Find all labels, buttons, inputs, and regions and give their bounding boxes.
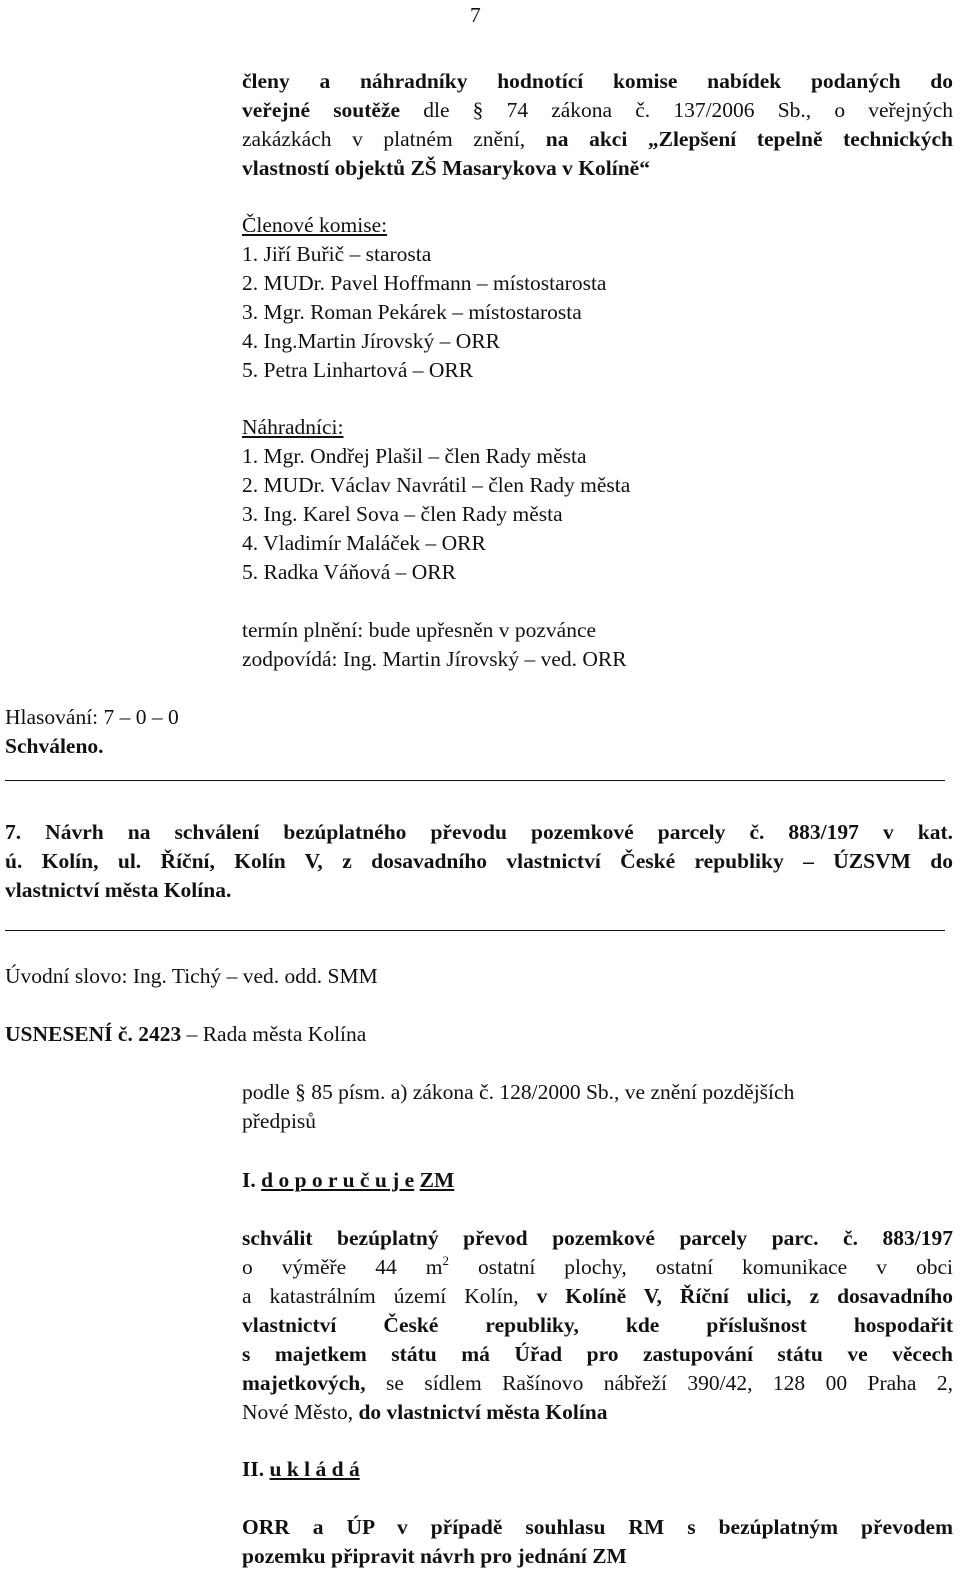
section-1-heading: I. d o p o r u č u j e ZM — [242, 1168, 455, 1192]
legal-basis — [242, 1078, 794, 1136]
substitutes-list — [242, 413, 630, 587]
divider-line — [5, 930, 945, 931]
intro-line-1: členy a náhradníky hodnotící komise nabídek podaných do — [242, 69, 953, 93]
section-2-heading: II. u k l á d á — [242, 1457, 360, 1481]
transfer-line-5: s majetkem státu má Úřad pro zastupování státu ve věcech — [242, 1342, 953, 1366]
resolution-header: USNESENÍ č. 2423 – Rada města Kolína — [5, 1022, 367, 1046]
task-line-2: pozemku připravit návrh pro jednání ZM — [242, 1544, 627, 1568]
substitute-item: 2. MUDr. Václav Navrátil – člen Rady města — [242, 473, 631, 497]
section-sign: § — [295, 1080, 306, 1104]
item-7-line-1: 7. Návrh na schválení bezúplatného převodu pozemkové parcely č. 883/197 v kat. — [5, 820, 953, 844]
transfer-line-1: schválit bezúplatný převod pozemkové parcely parc. č. 883/197 — [242, 1226, 953, 1250]
legal-line-2: předpisů — [242, 1109, 317, 1133]
task-line-1: ORR a ÚP v případě souhlasu RM s bezúplatným převodem — [242, 1515, 953, 1539]
intro-line-3: zakázkách v platném znění, na akci „Zlepšení tepelně technických — [242, 127, 953, 151]
member-item: 1. Jiří Buřič – starosta — [242, 242, 432, 266]
intro-word: Úvodní slovo: Ing. Tichý – ved. odd. SMM — [5, 964, 378, 988]
members-list — [242, 211, 606, 385]
page-number: 7 — [470, 3, 481, 27]
substitute-item: 4. Vladimír Maláček – ORR — [242, 531, 486, 555]
transfer-paragraph — [242, 1224, 953, 1427]
item-7-line-2: ú. Kolín, ul. Říční, Kolín V, z dosavadního vlastnictví České republiky – ÚZSVM do — [5, 849, 953, 873]
vote-result: Schváleno. — [5, 734, 104, 758]
member-item: 2. MUDr. Pavel Hoffmann – místostarosta — [242, 271, 607, 295]
transfer-line-6: majetkových, se sídlem Rašínovo nábřeží 390/42, 128 00 Praha 2, — [242, 1371, 953, 1395]
substitute-item: 1. Mgr. Ondřej Plašil – člen Rady města — [242, 444, 587, 468]
substitute-item: 5. Radka Váňová – ORR — [242, 560, 456, 584]
member-item: 4. Ing.Martin Jírovský – ORR — [242, 329, 500, 353]
member-item: 5. Petra Linhartová – ORR — [242, 358, 474, 382]
divider-line — [5, 780, 945, 781]
item-7-heading — [5, 818, 953, 905]
deadline-text: termín plnění: bude upřesněn v pozvánce — [242, 618, 597, 642]
member-item: 3. Mgr. Roman Pekárek – místostarosta — [242, 300, 582, 324]
resolution-number: USNESENÍ č. 2423 — [5, 1022, 182, 1046]
deadline-block — [242, 616, 627, 674]
task-paragraph — [242, 1513, 953, 1571]
intro-line-4: vlastností objektů ZŠ Masarykova v Kolíně“ — [242, 156, 650, 180]
intro-paragraph — [242, 67, 953, 183]
substitute-item: 3. Ing. Karel Sova – člen Rady města — [242, 502, 563, 526]
vote-text: Hlasování: 7 – 0 – 0 — [5, 705, 179, 729]
transfer-line-2: o výměře 44 $m^2$ ostatní plochy, ostatní komunikace v obci — [242, 1253, 953, 1279]
vote-block — [5, 703, 179, 761]
transfer-line-4: vlastnictví České republiky, kde příslušnost hospodařit — [242, 1313, 953, 1337]
responsible-text: zodpovídá: Ing. Martin Jírovský – ved. ORR — [242, 647, 627, 671]
legal-line-1: podle § 85 písm. a) zákona č. 128/2000 Sb., ve znění pozdějších — [242, 1080, 795, 1104]
substitutes-heading: Náhradníci: — [242, 415, 344, 439]
transfer-line-3: a katastrálním území Kolín, v Kolíně V, Říční ulici, z dosavadního — [242, 1284, 953, 1308]
item-7-line-3: vlastnictví města Kolína. — [5, 878, 232, 902]
intro-line-2: veřejné soutěže dle § 74 zákona č. 137/2006 Sb., o veřejných — [242, 98, 953, 122]
members-heading: Členové komise: — [242, 213, 388, 237]
transfer-line-7: Nové Město, do vlastnictví města Kolína — [242, 1400, 608, 1424]
section-sign: § — [472, 98, 484, 122]
